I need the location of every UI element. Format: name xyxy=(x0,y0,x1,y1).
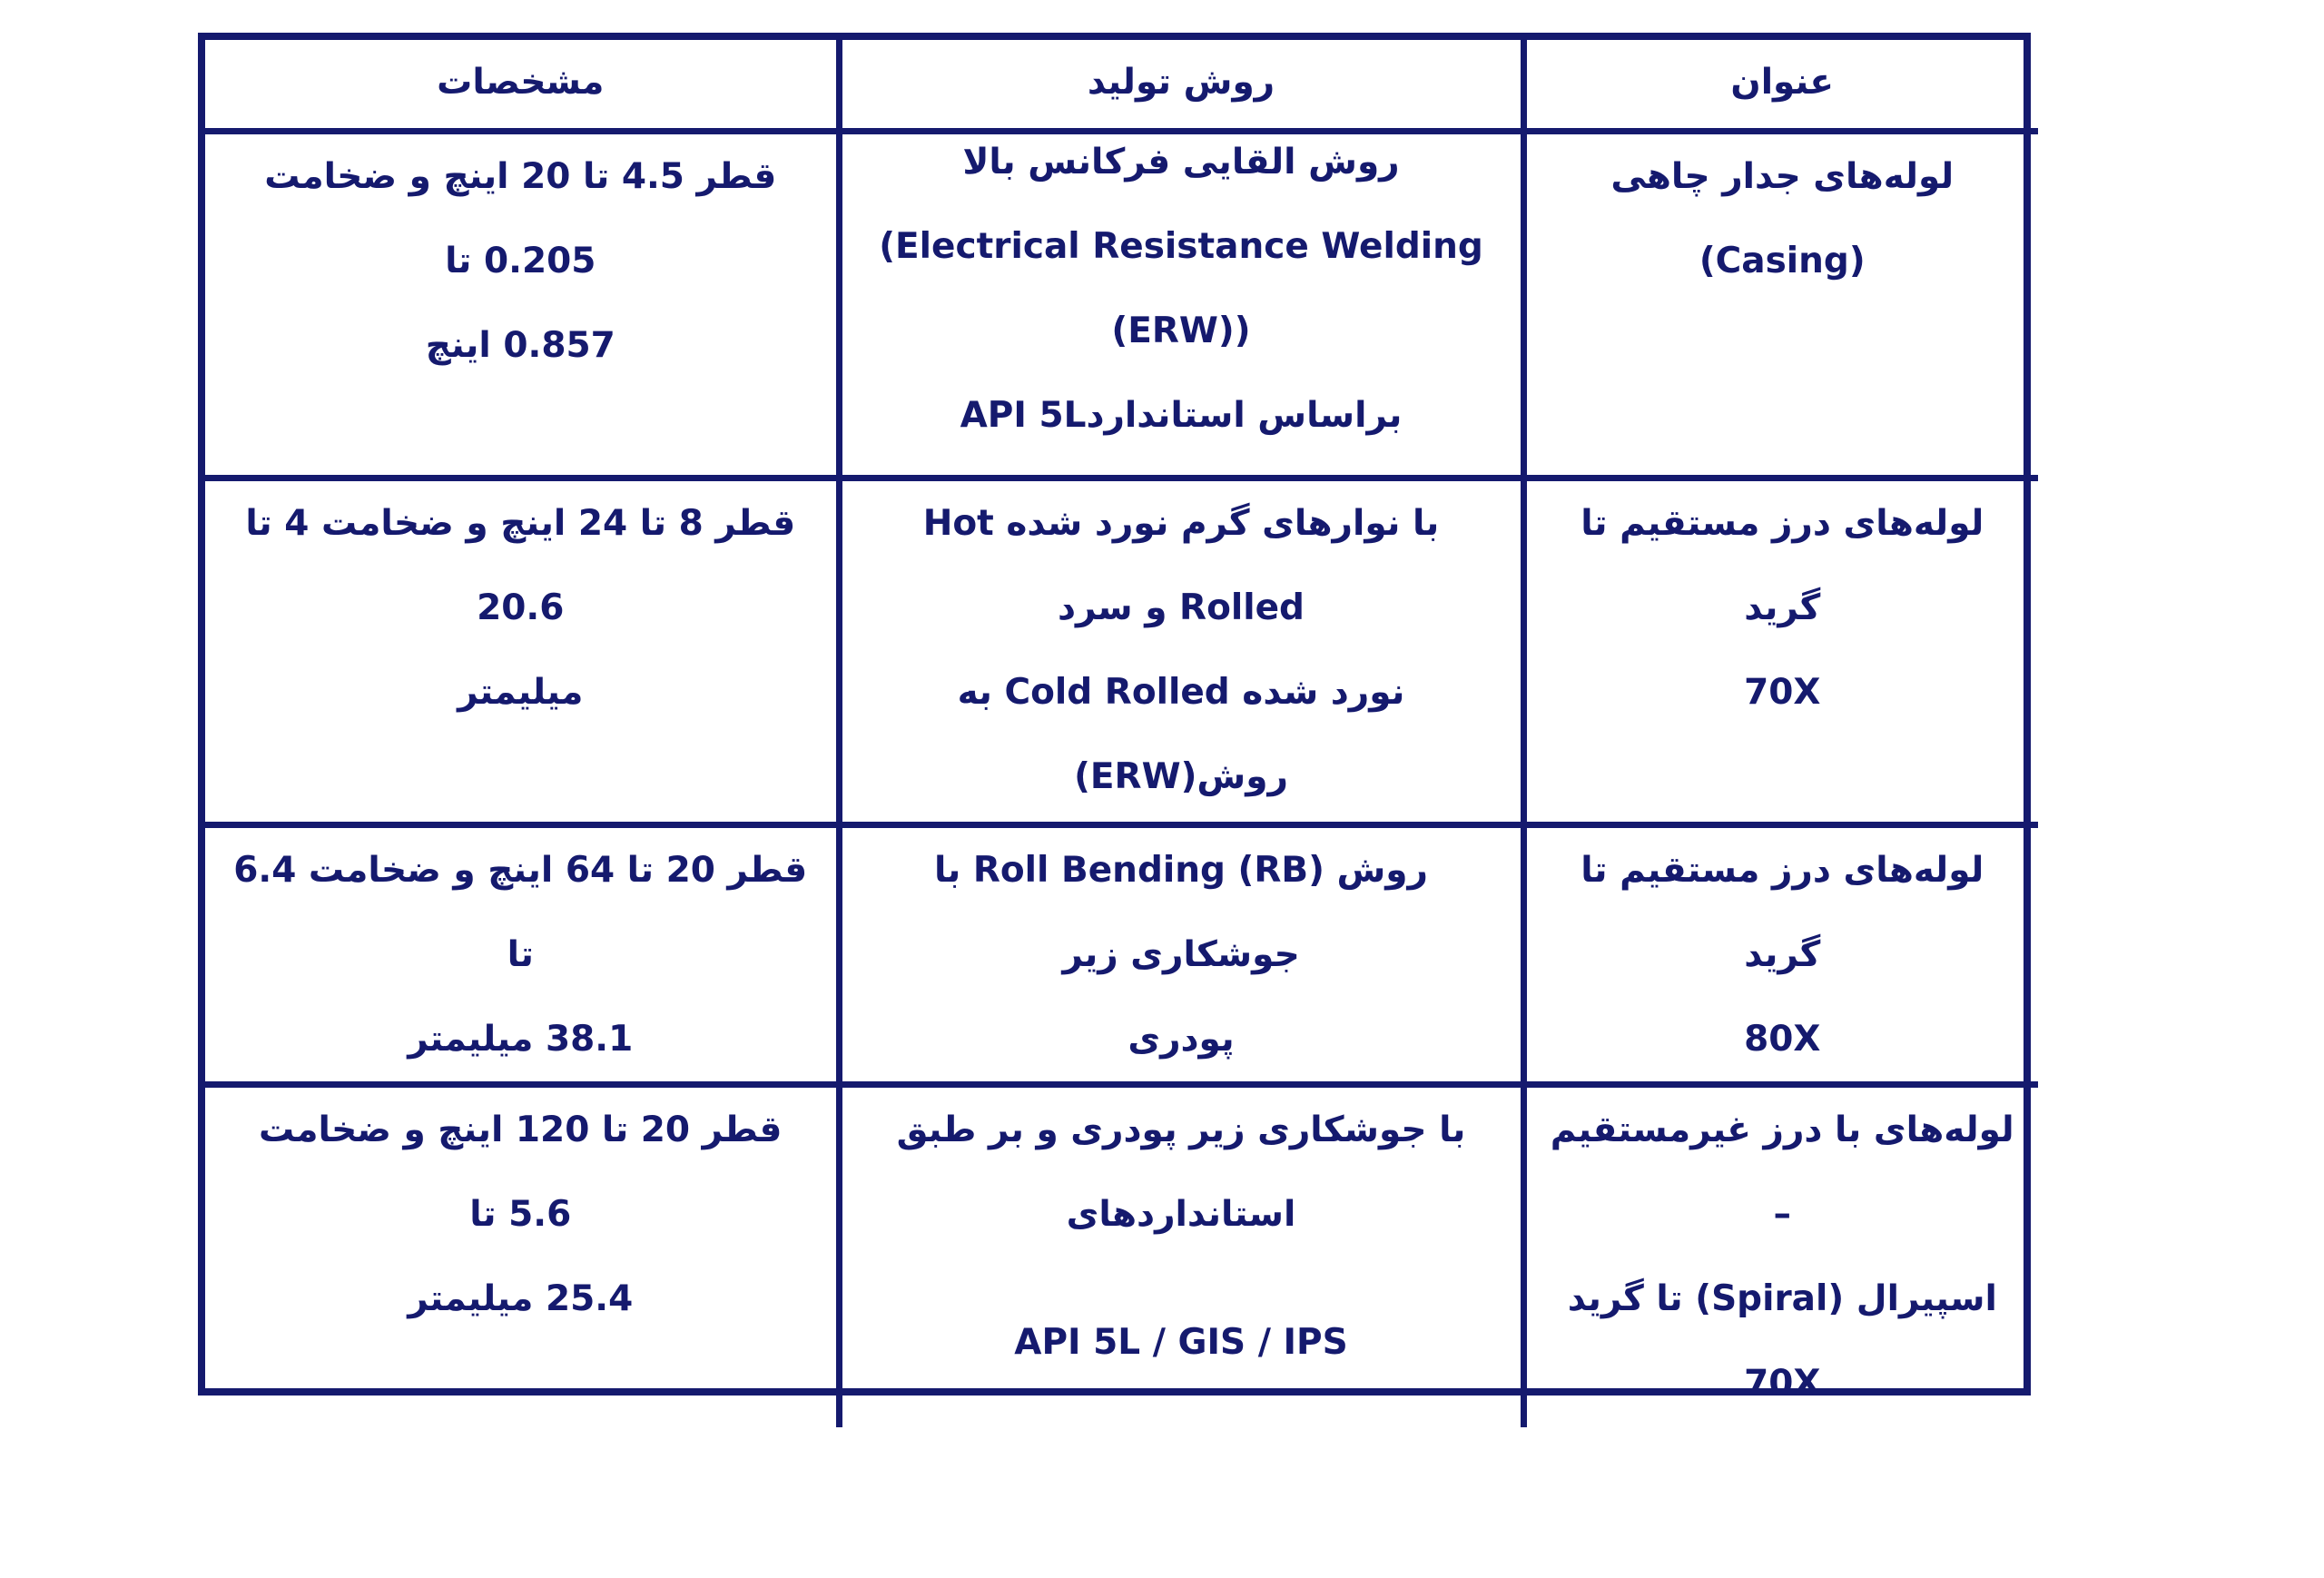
cell-text: براساس استانداردAPI 5L xyxy=(960,394,1403,436)
cell-text: لوله‌های درز مستقیم تا گرید xyxy=(1581,502,1984,628)
cell-text: نورد شده Cold Rolled به روش(ERW) xyxy=(957,671,1405,797)
cell-method xyxy=(839,478,1523,824)
cell-text: استانداردهای xyxy=(1066,1193,1296,1235)
cell-method xyxy=(839,131,1523,478)
spec-table-grid xyxy=(205,40,2038,1427)
cell-specs xyxy=(205,478,839,824)
pipe-spec-table xyxy=(198,33,2031,1404)
cell-specs xyxy=(205,1084,839,1427)
cell-text: 25.4 میلیمتر xyxy=(408,1277,634,1319)
spacer xyxy=(861,1257,1502,1300)
cell-text: 80X xyxy=(1744,1018,1821,1060)
cell-specs xyxy=(205,824,839,1084)
cell-text: قطر 20 تا 120 اینچ و ضخامت 5.6 تا xyxy=(259,1109,783,1235)
cell-title xyxy=(1523,478,2038,824)
table-header-row xyxy=(205,40,2038,131)
table-row xyxy=(205,1084,2038,1427)
cell-text: میلیمتر xyxy=(458,671,584,713)
cell-text: با نوارهای گرم نورد شده Hot Rolled و سرد xyxy=(922,502,1440,628)
cell-method xyxy=(839,1084,1523,1427)
cell-text: قطر 8 تا 24 اینچ و ضخامت 4 تا 20.6 xyxy=(245,502,796,628)
cell-title xyxy=(1523,131,2038,478)
header-specs: مشخصات xyxy=(205,40,839,131)
cell-text: اسپیرال (Spiral) تا گرید 70X xyxy=(1567,1277,1997,1404)
cell-specs xyxy=(205,131,839,478)
cell-text: لوله‌های با درز غیرمستقیم – xyxy=(1550,1109,2014,1235)
header-method: روش تولید xyxy=(839,40,1523,131)
cell-text: روش (RB) Roll Bending با جوشکاری زیر xyxy=(933,849,1428,975)
cell-title xyxy=(1523,1084,2038,1427)
cell-text: لوله‌های درز مستقیم تا گرید xyxy=(1581,849,1984,975)
cell-text: با جوشکاری زیر پودری و بر طبق xyxy=(896,1109,1466,1150)
cell-text: 0.857 اینچ xyxy=(425,324,615,366)
cell-text: (ERW)) xyxy=(1111,310,1251,351)
cell-text: پودری xyxy=(1128,1018,1235,1060)
cell-title xyxy=(1523,824,2038,1084)
cell-text: 38.1 میلیمتر xyxy=(408,1018,634,1060)
table-row xyxy=(205,824,2038,1084)
cell-text: (Electrical Resistance Welding xyxy=(879,225,1483,267)
cell-text: لوله‌های جدار چاهی (Casing) xyxy=(1610,155,1955,281)
cell-method xyxy=(839,824,1523,1084)
header-title: عنوان xyxy=(1523,40,2038,131)
cell-text: قطر 20 تا 64 اینچ و ضخامت 6.4 تا xyxy=(233,849,808,975)
cell-text: روش القایی فرکانس بالا xyxy=(962,141,1400,182)
cell-text: قطر 4.5 تا 20 اینچ و ضخامت 0.205 تا xyxy=(264,155,777,281)
table-row xyxy=(205,478,2038,824)
table-row xyxy=(205,131,2038,478)
cell-text: API 5L / GIS / IPS xyxy=(1014,1321,1348,1363)
cell-text: 70X xyxy=(1744,671,1821,713)
